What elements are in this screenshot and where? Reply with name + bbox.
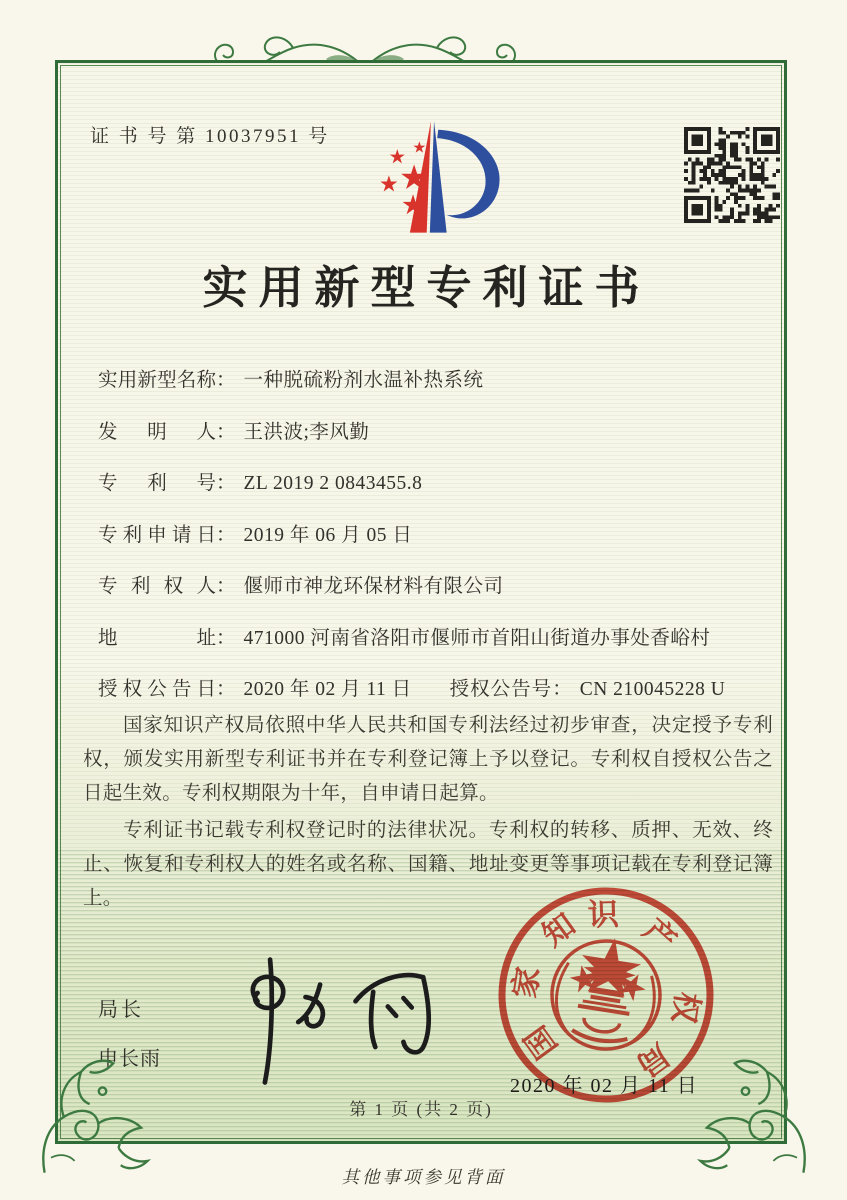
field-label: 授权公告号 xyxy=(449,679,553,700)
seal-date: 2020 年 02 月 11 日 xyxy=(510,1075,699,1097)
field-value: 偃师市神龙环保材料有限公司 xyxy=(243,576,504,597)
commissioner-block xyxy=(98,993,161,1071)
commissioner-signature xyxy=(218,945,468,1095)
field-label: 专利申请日 xyxy=(98,524,216,546)
body-paragraph-1: 国家知识产权局依照中华人民共和国专利法经过初步审查，决定授予专利权，颁发实用新型专利证书并在专利登记簿上予以登记。专利权自授权公告之日起生效。专利权期限为十年，自申请日起算。 xyxy=(83,715,773,804)
field-value: 一种脱硫粉剂水温补热系统 xyxy=(243,370,484,391)
field-value: ZL 2019 2 0843455.8 xyxy=(243,473,423,494)
field-label: 发明人 xyxy=(98,421,216,443)
field-label: 专利权人 xyxy=(98,576,216,597)
field-colon: ： xyxy=(216,679,236,700)
field-label: 专利号 xyxy=(98,473,216,494)
commissioner-title: 局长 xyxy=(98,999,144,1021)
field-row-filing-date xyxy=(98,524,766,547)
seal-char: 知 xyxy=(535,906,582,954)
back-side-note: 其他事项参见背面 xyxy=(341,1167,506,1187)
field-row-address xyxy=(98,627,766,650)
field-colon: ： xyxy=(216,370,236,391)
field-colon: ： xyxy=(216,524,236,546)
field-label: 授权公告日 xyxy=(98,679,216,700)
field-value: 王洪波;李风勤 xyxy=(243,421,370,443)
cnipa-logo-icon xyxy=(354,115,512,241)
body-paragraph-2: 专利证书记载专利权登记时的法律状况。专利权的转移、质押、无效、终止、恢复和专利权人的姓名或名称、国籍、地址变更等事项记载在专利登记簿上。 xyxy=(83,820,773,909)
certificate-panel xyxy=(55,60,787,1144)
field-row-grant xyxy=(98,678,766,701)
seal-char: 权 xyxy=(665,989,706,1026)
grant-number-pair xyxy=(450,678,726,701)
field-row-patentee xyxy=(98,575,766,598)
field-colon: ： xyxy=(216,627,236,649)
field-colon: ： xyxy=(216,473,236,494)
page-indicator: 第 1 页 (共 2 页) xyxy=(349,1100,493,1119)
field-row-inventor xyxy=(98,421,766,444)
field-colon: ： xyxy=(216,421,236,443)
national-emblem xyxy=(544,933,668,1057)
certificate-number: 证 书 号 第 10037951 号 xyxy=(90,126,330,147)
seal-char: 识 xyxy=(587,896,620,933)
certificate-title: 实用新型专利证书 xyxy=(202,263,651,313)
field-label: 实用新型名称 xyxy=(98,370,216,391)
field-value: 2020 年 02 月 11 日 xyxy=(243,679,412,700)
seal-char: 产 xyxy=(636,911,684,959)
commissioner-name: 申长雨 xyxy=(98,1048,161,1070)
seal-char: 局 xyxy=(630,1036,677,1084)
qr-code xyxy=(684,127,780,223)
field-label: 地址 xyxy=(98,627,216,649)
field-colon: ： xyxy=(552,679,572,700)
field-row-patent-number xyxy=(98,472,766,495)
seal-char: 国 xyxy=(517,1019,565,1066)
field-row-name xyxy=(98,369,766,392)
seal-char: 家 xyxy=(506,964,547,1001)
grant-date-pair xyxy=(98,678,412,701)
field-value: 471000 河南省洛阳市偃师市首阳山街道办事处香峪村 xyxy=(243,627,711,649)
field-colon: ： xyxy=(216,576,236,597)
certificate-fields xyxy=(98,369,766,730)
field-value: 2019 年 06 月 05 日 xyxy=(243,524,413,546)
field-value: CN 210045228 U xyxy=(579,679,726,700)
